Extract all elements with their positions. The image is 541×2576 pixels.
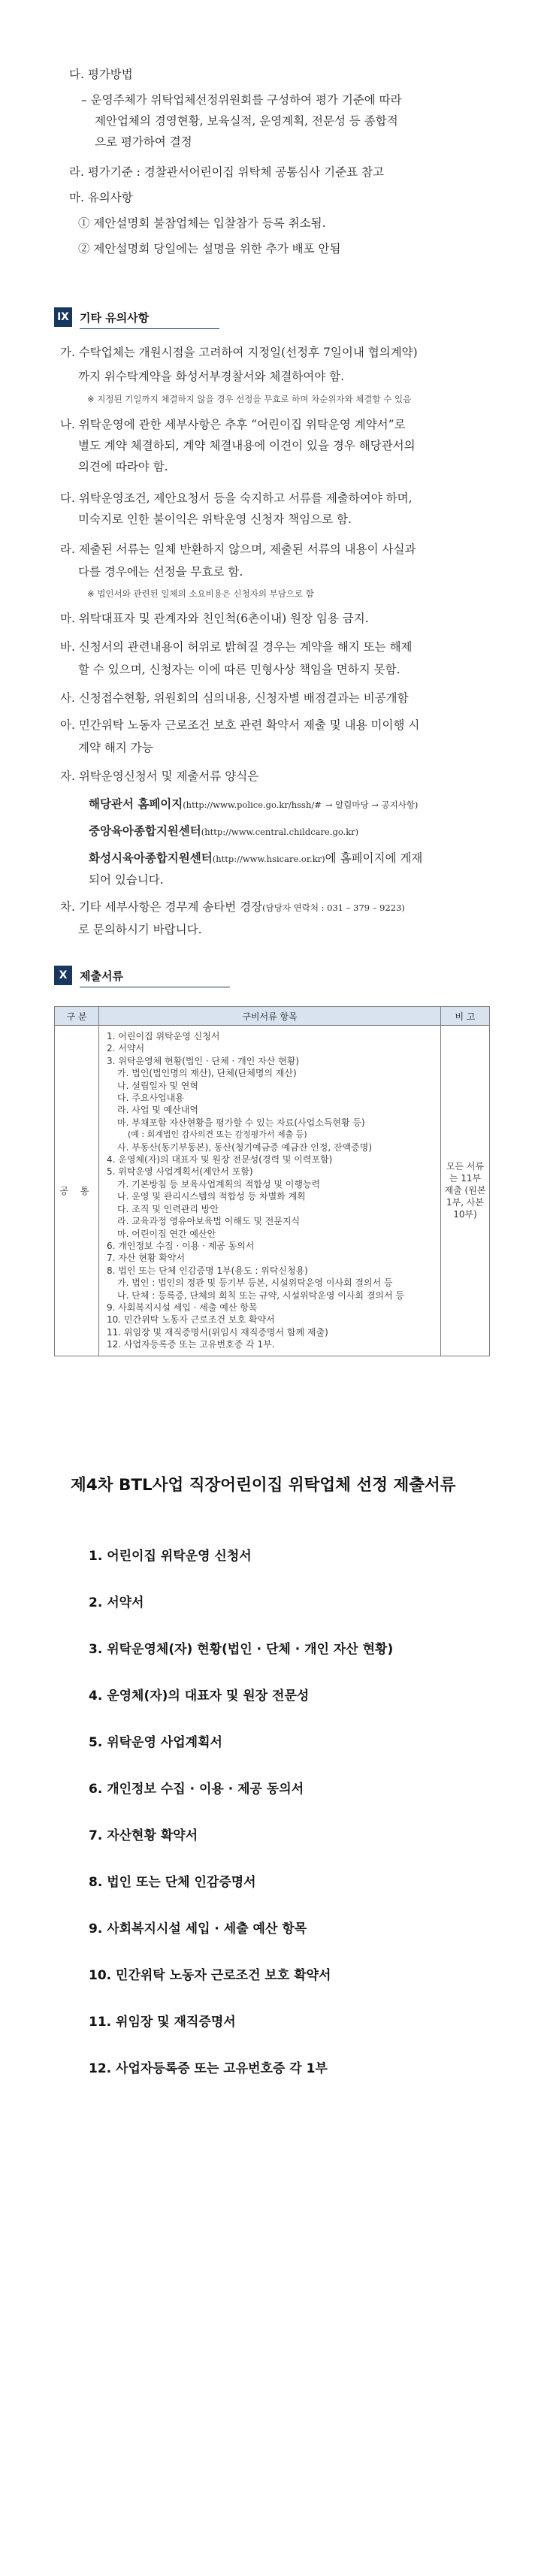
- cell-remark: 모든 서류는 11부 제출 (원본 1부, 사본 10부): [441, 1026, 490, 1356]
- section-10-header: [54, 964, 123, 987]
- cell-items: [99, 1026, 441, 1356]
- th-category: 구 분: [55, 1007, 99, 1026]
- table-item: 12. 사업자등록증 또는 고유번호증 각 1부.: [107, 1339, 275, 1350]
- item-da-line2: 미숙지로 인한 불이익은 위탁운영 신청자 책임으로 함.: [78, 512, 352, 526]
- web-links-end: 되어 있습니다.: [89, 873, 164, 887]
- document-items-list: [107, 1030, 436, 1351]
- table-item: 가. 기본방침 등 보육사업계획의 적합성 및 이행능력: [117, 1178, 321, 1190]
- list-item: 4. 운영체(자)의 대표자 및 원장 전문성: [89, 1689, 310, 1704]
- caution-heading: 마. 유의사항: [69, 191, 133, 204]
- list-item: 12. 사업자등록증 또는 고유번호증 각 1부: [89, 2061, 328, 2076]
- table-item: 마. 부채포함 자산현황을 평가할 수 있는 자료(사업소득현황 등): [117, 1117, 365, 1128]
- web-link-1[interactable]: [89, 795, 418, 814]
- eval-criteria: 라. 평가기준 : 경찰관서어린이집 위탁체 공통심사 기준표 참고: [69, 165, 384, 179]
- web-link-1-name: 해당관서 홈페이지: [89, 797, 183, 811]
- section-10-title: 제출서류: [80, 969, 123, 983]
- table-item: 라. 사업 및 예산내역: [117, 1105, 198, 1116]
- table-item: 10. 민간위탁 노동자 근로조건 보호 확약서: [107, 1314, 275, 1326]
- web-link-2[interactable]: [89, 822, 358, 841]
- item-a-line2: 계약 해지 가능: [78, 741, 153, 754]
- table-item: 1. 어린이집 위탁운영 신청서: [107, 1031, 220, 1042]
- table-item: 4. 운영체(자)의 대표자 및 원장 전문성(경력 및 이력포함): [107, 1154, 333, 1166]
- item-cha-contact: (담당자 연락처 : 031 – 379 – 9223): [262, 903, 405, 913]
- eval-method-heading: 다. 평가방법: [69, 68, 133, 81]
- eval-method-line1: – 운영주체가 위탁업체선정위원회를 구성하여 평가 기준에 따라: [81, 93, 402, 107]
- table-item: (예 : 회계법인 감사의견 또는 감정평가서 제출 등): [128, 1129, 307, 1140]
- item-ga-note: ※ 지정된 기일까지 체결하지 않을 경우 선정을 무효로 하며 차순위자와 체결할 수 있음: [87, 394, 412, 404]
- item-ra-line2: 다를 경우에는 선정을 무효로 함.: [78, 565, 243, 579]
- item-cha-main: 차. 기타 세부사항은 경무계 송타번 경장: [60, 900, 263, 914]
- item-sa: 사. 신청접수현황, 위원회의 심의내용, 신청자별 배점결과는 비공개함: [60, 691, 409, 705]
- list-item: 3. 위탁운영체(자) 현황(법인 · 단체 · 개인 자산 현황): [89, 1642, 394, 1657]
- table-item: 사. 부동산(동기부동본), 동산(청기예금증 예금잔 인정, 잔액증명): [117, 1141, 373, 1153]
- table-item: 가. 법인(법인명의 재산), 단체(단체명의 재산): [117, 1068, 297, 1079]
- item-ga-line1: 가. 수탁업체는 개원시점을 고려하여 지정일(선정후 7일이내 협의계약): [60, 346, 418, 359]
- web-link-1-path: → 알림마당 → 공지사항): [325, 800, 419, 810]
- th-items: 구비서류 항목: [99, 1007, 441, 1026]
- web-link-2-name: 중앙육아종합지원센터: [89, 824, 201, 838]
- submission-table: [54, 1006, 490, 1356]
- section-9-header: [54, 306, 149, 328]
- item-na-line1: 나. 위탁운영에 관한 세부사항은 추후 “어린이집 위탁운영 계약서”로: [60, 418, 406, 431]
- item-da-line1: 다. 위탁운영조건, 제안요청서 등을 숙지하고 서류를 제출하여야 하며,: [60, 491, 413, 505]
- web-link-2-url: (http://www.central.childcare.go.kr): [201, 827, 359, 837]
- th-remark: 비 고: [441, 1007, 490, 1026]
- table-item: 6. 개인정보 수집 · 이용 · 제공 동의서: [107, 1240, 255, 1251]
- table-item: 11. 위임장 및 재직증명서(위임시 재직증명서 함께 제출): [107, 1326, 328, 1338]
- table-item: 8. 법인 또는 단체 인감증명 1부(용도 : 위탁신청용): [107, 1265, 308, 1276]
- item-ra-line1: 라. 제출된 서류는 일체 반환하지 않으며, 제출된 서류의 내용이 사실과: [60, 543, 416, 556]
- table-item: 7. 자산 현황 확약서: [107, 1253, 186, 1264]
- web-link-3[interactable]: [89, 849, 422, 868]
- item-na-line3: 의견에 따라야 함.: [78, 460, 168, 473]
- list-item: 6. 개인정보 수집 · 이용 · 제공 동의서: [89, 1782, 304, 1797]
- item-a-line1: 아. 민간위탁 노동자 근로조건 보호 관련 확약서 제출 및 내용 미이행 시: [60, 718, 420, 732]
- table-item: 2. 서약서: [107, 1043, 145, 1054]
- item-ga-line2: 까지 위수탁계약을 화성서부경찰서와 체결하여야 함.: [78, 370, 345, 383]
- section-9-title: 기타 유의사항: [80, 310, 150, 325]
- item-ba-line2: 할 수 있으며, 신청자는 이에 따른 민형사상 책임을 면하지 못함.: [78, 663, 400, 676]
- table-item: 다. 조직 및 인력관리 방안: [117, 1203, 219, 1214]
- item-na-line2: 별도 계약 체결하되, 계약 체결내용에 이견이 있을 경우 해당관서의: [78, 439, 416, 452]
- web-link-3-url: (http://www.hsicare.or.kr): [212, 854, 325, 864]
- caution-item-2: ② 제안설명회 당일에는 설명을 위한 추가 배포 안됨: [78, 242, 341, 255]
- item-ma: 마. 위탁대표자 및 관계자와 친인척(6촌이내) 원장 임용 금지.: [60, 612, 369, 625]
- item-ba-line1: 바. 신청서의 관련내용이 허위로 밝혀질 경우는 계약을 해지 또는 해제: [60, 640, 413, 654]
- list-item: 2. 서약서: [89, 1595, 144, 1610]
- section-10-number: Ⅹ: [54, 966, 72, 985]
- list-item: 7. 자산현황 확약서: [89, 1828, 198, 1843]
- table-row: [55, 1026, 490, 1356]
- list-item: 5. 위탁운영 사업계획서: [89, 1735, 222, 1750]
- item-cha-line2: 로 문의하시기 바랍니다.: [78, 923, 202, 936]
- table-item: 가. 법인 : 법인의 정관 및 등기부 등본, 시설위탁운영 이사회 결의서 등: [117, 1277, 393, 1289]
- table-item: 나. 단체 : 등록증, 단체의 회칙 또는 규약, 시설위탁운영 이사회 결의서 등: [117, 1290, 405, 1301]
- list-item: 9. 사회복지시설 세입 · 세출 예산 항목: [89, 1921, 307, 1937]
- cell-category: 공 통: [55, 1026, 99, 1356]
- table-item: 나. 운영 및 관리시스템의 적합성 등 차별화 계획: [117, 1191, 306, 1202]
- summary-list: [89, 1548, 393, 2107]
- eval-method-line2: 제안업체의 경영현황, 보육실적, 운영계획, 전문성 등 종합적: [95, 114, 398, 128]
- web-link-3-name: 화성시육아종합지원센터: [89, 851, 213, 865]
- table-header-row: [55, 1007, 490, 1026]
- web-link-3-tail: 에 홈페이지에 게재: [325, 851, 423, 865]
- table-item: 라. 교육과정 영유아보육법 이해도 및 전문지식: [117, 1216, 301, 1227]
- list-item: 10. 민간위탁 노동자 근로조건 보호 확약서: [89, 1968, 331, 1983]
- table-item: 마. 어린이집 연간 예산안: [117, 1228, 216, 1239]
- list-item: 1. 어린이집 위탁운영 신청서: [89, 1549, 252, 1564]
- item-ra-note: ※ 법인서와 관련된 일체의 소요비용은 신청자의 부담으로 함: [87, 588, 314, 599]
- table-item: 5. 위탁운영 사업계획서(제안서 포함): [107, 1166, 253, 1178]
- table-item: 9. 사회복지시설 세입 · 세출 예산 항목: [107, 1302, 258, 1313]
- item-cha-line1: [60, 899, 405, 917]
- table-item: 다. 주요사업내용: [117, 1093, 184, 1104]
- web-link-1-url: (http://www.police.go.kr/hssh/#: [183, 800, 322, 810]
- section-9-rule: [80, 328, 219, 329]
- list-item: 8. 법인 또는 단체 인감증명서: [89, 1875, 256, 1890]
- eval-method-line3: 으로 평가하여 결정: [95, 135, 192, 149]
- item-ja: 자. 위탁운영신청서 및 제출서류 양식은: [60, 769, 259, 783]
- section-9-number: Ⅸ: [54, 307, 72, 327]
- caution-item-1: ① 제안설명회 불참업체는 입찰참가 등록 취소됨.: [78, 216, 326, 230]
- table-item: 3. 위탁운영체 현황(법인 · 단체 · 개인 자산 현황): [107, 1055, 300, 1066]
- summary-title: 제4차 BTL사업 직장어린이집 위탁업체 선정 제출서류: [71, 1476, 456, 1495]
- list-item: 11. 위임장 및 재직증명서: [89, 2015, 236, 2030]
- table-item: 나. 설립일자 및 연혁: [117, 1080, 198, 1091]
